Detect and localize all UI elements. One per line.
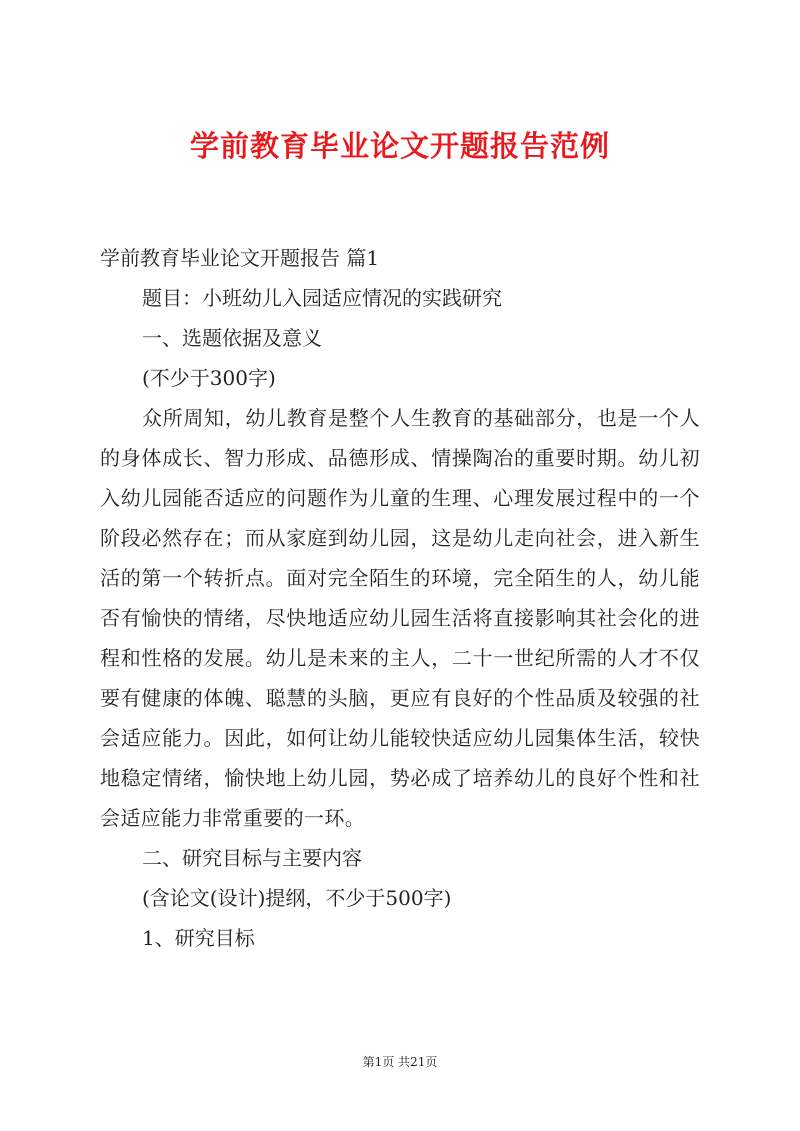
- document-body: [100, 238, 700, 958]
- heading-goals-content: 二、研究目标与主要内容: [142, 846, 362, 870]
- outline-note: (含论文(设计)提纲，不少于500字): [142, 886, 452, 910]
- body-paragraph: 众所周知，幼儿教育是整个人生教育的基础部分，也是一个人的身体成长、智力形成、品德形成、情操陶冶的重要时期。幼儿初入幼儿园能否适应的问题作为儿童的生理、心理发展过程中的一个阶段必然存在；而从家庭到幼儿园，这是幼儿走向社会，进入新生活的第一个转折点。面对完全陌生的环境，完全陌生的人，幼儿能否有愉快的情绪，尽快地适应幼儿园生活将直接影响其社会化的进程和性格的发展。幼儿是未来的主人，二十一世纪所需的人才不仅要有健康的体魄、聪慧的头脑，更应有良好的个性品质及较强的社会适应能力。因此，如何让幼儿能较快适应幼儿园集体生活，较快地稳定情绪，愉快地上幼儿园，势必成了培养幼儿的良好个性和社会适应能力非常重要的一环。: [100, 406, 700, 830]
- heading-basis-significance: 一、选题依据及意义: [142, 326, 322, 350]
- topic-line: 题目：小班幼儿入园适应情况的实践研究: [142, 286, 502, 310]
- document-title: 学前教育毕业论文开题报告范例: [189, 129, 610, 163]
- subheading-research-goals: 1、研究目标: [142, 926, 255, 950]
- word-count-note: (不少于300字): [142, 366, 276, 390]
- page-number-footer: 第1页 共21页: [362, 1055, 438, 1069]
- section-heading: 学前教育毕业论文开题报告 篇1: [100, 246, 380, 270]
